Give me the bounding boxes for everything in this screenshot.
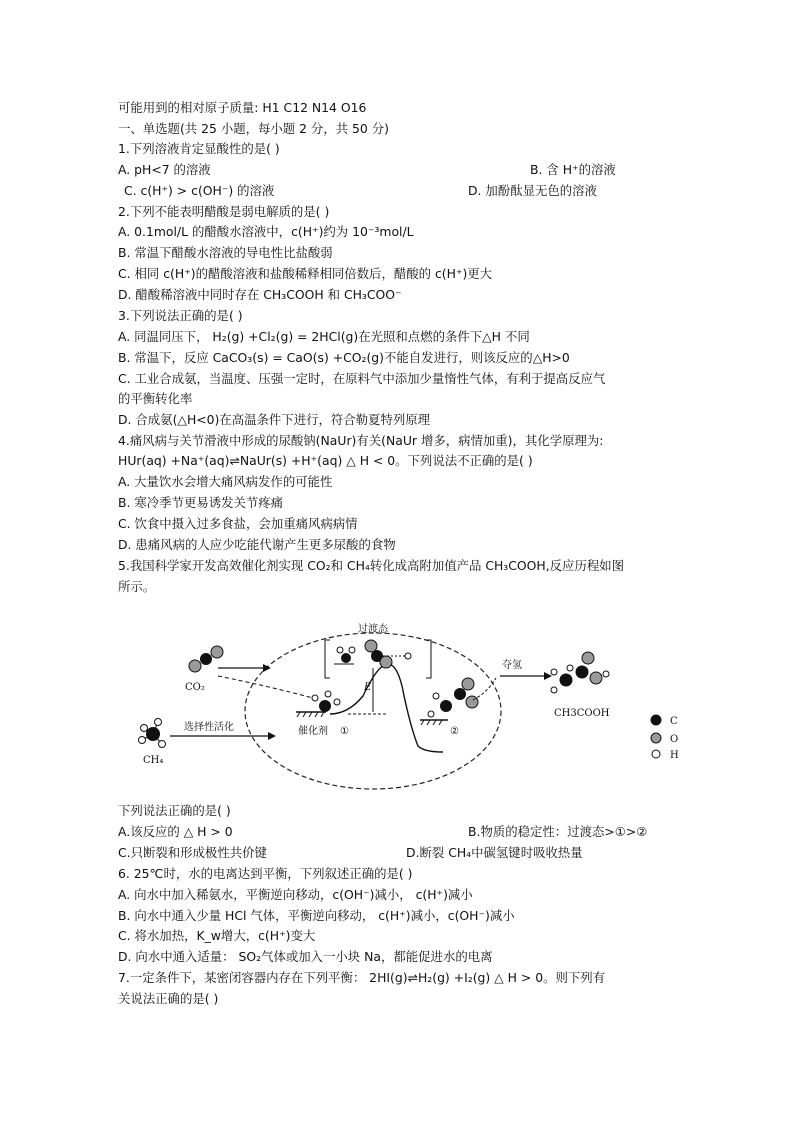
q5-option-b: B.物质的稳定性：过渡态>①>② [468,824,648,839]
q6-stem: 6. 25℃时，水的电离达到平衡，下列叙述正确的是( ) [118,866,413,881]
q6-option-a: A. 向水中加入稀氨水，平衡逆向移动，c(OH⁻)减小， c(H⁺)减小 [118,887,473,902]
bracket-left [325,640,330,678]
legend-hydrogen-label: H [670,750,679,761]
q2-option-a: A. 0.1mol/L 的醋酸水溶液中，c(H⁺)约为 10⁻³mol/L [118,224,414,239]
bracket-right [426,640,431,678]
dehydrogenation-label: 夺氢 [502,660,522,671]
atom-legend [651,715,662,759]
legend-hydrogen-marker [652,750,660,758]
q5-stem-line2: 所示。 [118,579,156,594]
q7-stem-line2: 关说法正确的是( ) [118,991,219,1006]
q3-option-a: A. 同温同压下， H₂(g) +Cl₂(g) = 2HCl(g)在光照和点燃的条件下△H 不同 [118,329,530,344]
co2-dashed-path [218,676,313,698]
q4-stem-line2: HUr(aq) +Na⁺(aq)⇌NaUr(s) +H⁺(aq) △ H < 0。下列说法不正确的是( ) [118,453,533,468]
q6-option-b: B. 向水中通入少量 HCl 气体，平衡逆向移动， c(H⁺)减小，c(OH⁻)减小 [118,908,515,923]
q3-option-c-line1: C. 工业合成氨，当温度、压强一定时，在原料气中添加少量惰性气体，有利于提高反应气 [118,371,606,386]
q5-option-d: D.断裂 CH₄中碳氢键时吸收热量 [406,845,583,860]
q4-option-b: B. 寒冷季节更易诱发关节疼痛 [118,495,284,510]
step2-dashed-path [473,678,496,700]
q1-stem: 1.下列溶液肯定显酸性的是( ) [118,141,280,156]
q5-option-c: C.只断裂和形成极性共价键 [118,845,267,860]
ch4-molecule [139,719,166,748]
co2-arrowhead [263,664,271,672]
legend-oxygen-marker [651,733,661,743]
q1-option-b: B. 含 H⁺的溶液 [530,162,616,177]
reaction-mechanism-diagram [118,606,688,796]
q5-sub-stem: 下列说法正确的是( ) [118,803,231,818]
selective-activation-label: 选择性活化 [184,722,234,733]
q4-option-c: C. 饮食中摄入过多食盐，会加重痛风病病情 [118,516,358,531]
energy-profile-curve [330,664,443,752]
q4-stem-line1: 4.痛风病与关节滑液中形成的尿酸钠(NaUr)有关(NaUr 增多，病情加重)，其化学原理为: [118,433,604,448]
q1-option-c: C. c(H⁺) > c(OH⁻) 的溶液 [124,183,275,198]
legend-oxygen-label: O [670,734,679,745]
q2-stem: 2.下列不能表明醋酸是弱电解质的是( ) [118,204,330,219]
q6-option-c: C. 将水加热，K_w增大，c(H⁺)变大 [118,928,316,943]
q2-option-b: B. 常温下醋酸水溶液的导电性比盐酸弱 [118,245,333,260]
co2-label: CO₂ [185,682,205,693]
catalyst-label: 催化剂 [298,726,328,737]
ch4-label: CH₄ [143,755,164,766]
legend-carbon-label: C [670,716,678,727]
q3-option-b: B. 常温下，反应 CaCO₃(s) = CaO(s) +CO₂(g)不能自发进行，则该反应的△H>0 [118,350,570,365]
q6-option-d: D. 向水中通入适量： SO₂气体或加入一小块 Na，都能促进水的电离 [118,949,493,964]
legend-carbon-marker [651,715,662,726]
section-title: 一、单选题(共 25 小题，每小题 2 分，共 50 分) [118,121,389,136]
transition-state-molecule [334,640,411,668]
q4-option-d: D. 患痛风病的人应少吃能代谢产生更多尿酸的食物 [118,537,396,552]
q5-option-a: A.该反应的 △ H > 0 [118,824,233,839]
product-label: CH3COOH [554,708,610,719]
step2-label: ② [450,726,459,737]
q2-option-d: D. 醋酸稀溶液中同时存在 CH₃COOH 和 CH₃COO⁻ [118,287,402,302]
ch3cooh-molecule [551,652,609,693]
q3-stem: 3.下列说法正确的是( ) [118,308,243,323]
co2-molecule [189,646,223,672]
transition-state-label: 过渡态 [358,624,388,635]
step1-label: ① [340,726,349,737]
q3-option-c-line2: 的平衡转化率 [118,391,193,406]
step2-intermediate [420,678,478,725]
energy-label: E [364,682,372,693]
q2-option-c: C. 相同 c(H⁺)的醋酸溶液和盐酸稀释相同倍数后，醋酸的 c(H⁺)更大 [118,266,493,281]
q1-option-d: D. 加酚酞显无色的溶液 [468,183,597,198]
q5-stem-line1: 5.我国科学家开发高效催化剂实现 CO₂和 CH₄转化成高附加值产品 CH₃COOH,反应历程如图 [118,558,625,573]
q4-option-a: A. 大量饮水会增大痛风病发作的可能性 [118,474,333,489]
atomic-masses: 可能用到的相对原子质量: H1 C12 N14 O16 [118,100,367,115]
q1-option-a: A. pH<7 的溶液 [118,162,211,177]
activation-arrowhead [268,732,276,740]
q7-stem-line1: 7.一定条件下，某密闭容器内存在下列平衡： 2HI(g)⇌H₂(g) +I₂(g) △ H > 0。则下列有 [118,970,606,985]
q3-option-d: D. 合成氨(△H<0)在高温条件下进行，符合勒夏特列原理 [118,412,431,427]
